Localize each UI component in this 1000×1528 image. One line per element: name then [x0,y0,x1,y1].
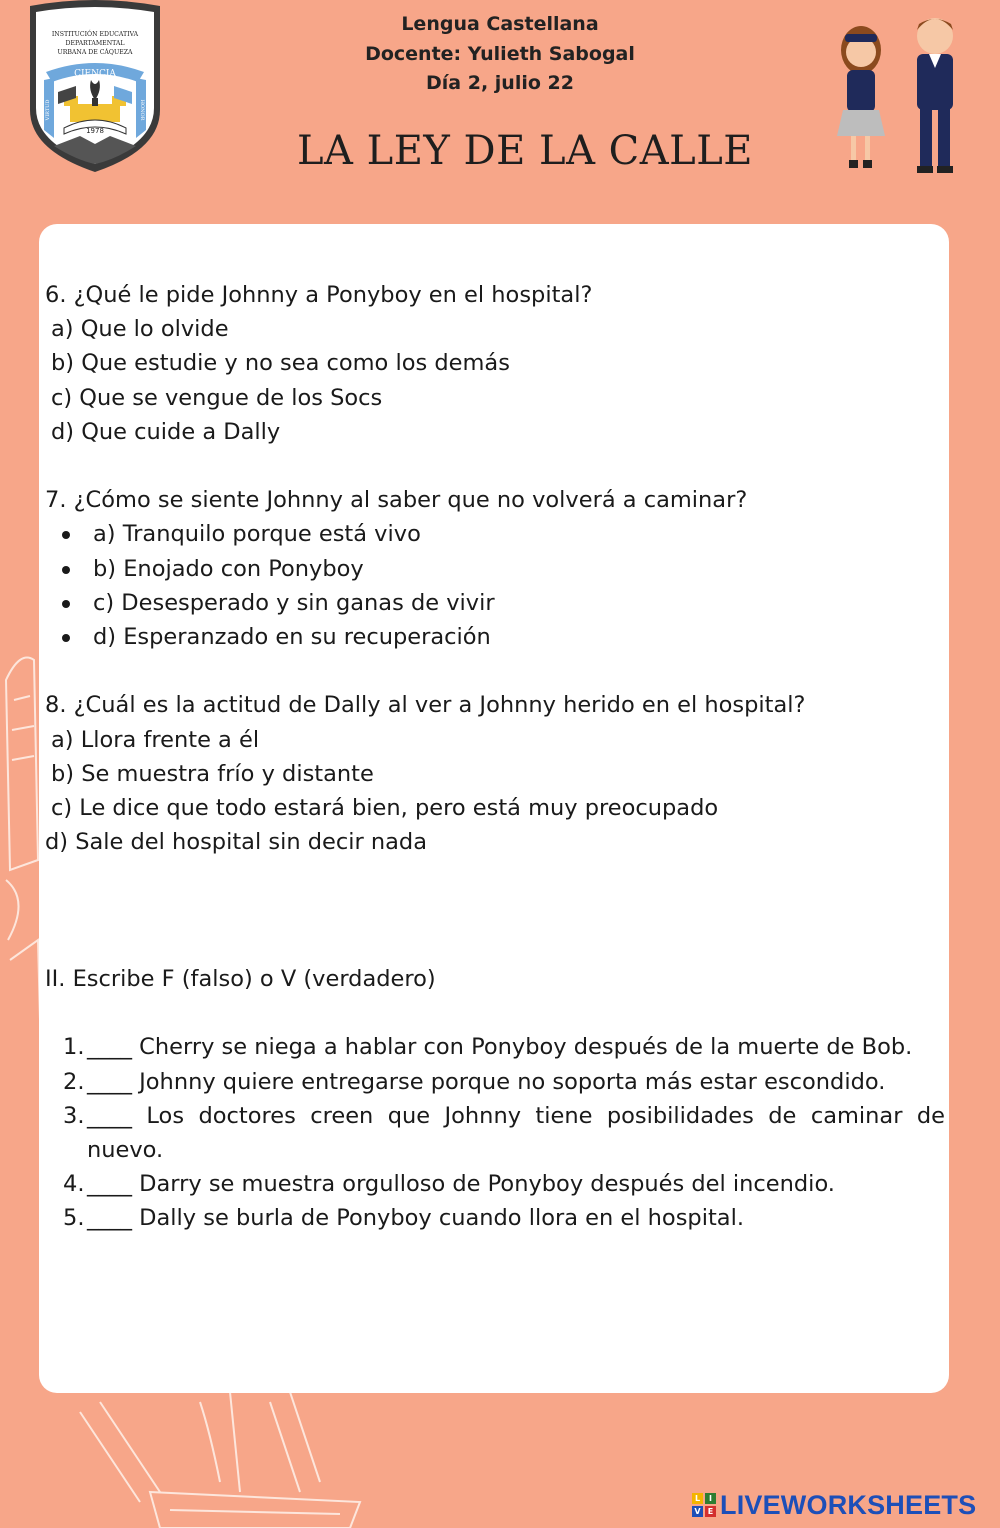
subject-label: Lengua Castellana [401,13,599,35]
crest-line-1: INSTITUCIÓN EDUCATIVA [51,31,139,38]
question-6-option-c[interactable]: c) Que se vengue de los Socs [51,384,383,411]
question-8-text: 8. ¿Cuál es la actitud de Dally al ver a Johnny herido en el hospital? [45,692,806,719]
question-6-option-b[interactable]: b) Que estudie y no sea como los demás [51,350,510,377]
tf-item-3-text[interactable]: ____ Los doctores creen que Johnny tiene posibilidades de caminar de nuevo. [87,1102,945,1164]
question-7-option-a[interactable]: a) Tranquilo porque está vivo [45,517,945,551]
question-7-text: 7. ¿Cómo se siente Johnny al saber que no volverá a caminar? [45,487,748,514]
tf-item-5-text[interactable]: ____ Dally se burla de Ponyboy cuando llora en el hospital. [87,1205,744,1232]
question-7-option-d[interactable]: d) Esperanzado en su recuperación [45,620,945,654]
true-false-list [45,1030,945,1235]
question-6-option-a[interactable]: a) Que lo olvide [51,316,229,343]
date-label: Día 2, julio 22 [426,72,574,94]
crest-line-3: URBANA DE CÁQUEZA [57,49,133,56]
section-2-title: II. Escribe F (falso) o V (verdadero) [45,966,436,993]
question-6-text: 6. ¿Qué le pide Johnny a Ponyboy en el hospital? [45,282,593,308]
tf-item-2: 2. ____ Johnny quiere entregarse porque no soporta más estar escondido. [63,1068,886,1095]
tf-item-4: 4. ____ Darry se muestra orgulloso de Ponyboy después del incendio. [63,1171,835,1198]
page-title: LA LEY DE LA CALLE [296,128,753,174]
tf-item-5: 5. ____ Dally se burla de Ponyboy cuando llora en el hospital. [63,1205,744,1232]
crest-line-2: DEPARTAMENTAL [65,40,125,47]
tf-item-1-text[interactable]: ____ Cherry se niega a hablar con Ponyboy después de la muerte de Bob. [87,1034,913,1061]
crest-year: 1978 [86,127,104,135]
liveworksheets-blocks-icon: L I V E [692,1493,716,1517]
header-block [300,10,700,99]
question-7-option-c[interactable]: c) Desesperado y sin ganas de vivir [45,586,945,620]
question-7-options [45,517,945,654]
students-illustration [825,10,975,180]
tf-item-1: 1. ____ Cherry se niega a hablar con Ponyboy después de la muerte de Bob. [63,1034,913,1061]
tf-item-2-text[interactable]: ____ Johnny quiere entregarse porque no soporta más estar escondido. [87,1068,886,1095]
question-8-option-d[interactable]: d) Sale del hospital sin decir nada [45,829,428,856]
question-8-option-a[interactable]: a) Llora frente a él [51,726,260,753]
crest-ribbon: CIENCIA [74,69,116,79]
questions-content [45,278,945,1236]
tf-item-4-text[interactable]: ____ Darry se muestra orgulloso de Ponyboy después del incendio. [87,1171,835,1198]
school-crest-logo [24,0,166,176]
crest-right-word: HONOR [139,99,145,121]
liveworksheets-logo[interactable] [692,1488,976,1522]
question-6-option-d[interactable]: d) Que cuide a Dally [51,418,281,445]
liveworksheets-brand-text: LIVEWORKSHEETS [720,1489,977,1520]
teacher-label: Docente: Yulieth Sabogal [365,42,635,65]
question-8-option-c[interactable]: c) Le dice que todo estará bien, pero está muy preocupado [51,795,719,822]
pencils-cup-decoration [60,1392,390,1528]
tf-item-3: 3. ____ Los doctores creen que Johnny tiene posibilidades de caminar de nuevo. [63,1102,945,1164]
crest-left-word: VIRTUD [45,99,51,121]
question-8-option-b[interactable]: b) Se muestra frío y distante [51,760,374,787]
question-7-option-b[interactable]: b) Enojado con Ponyboy [45,552,945,586]
